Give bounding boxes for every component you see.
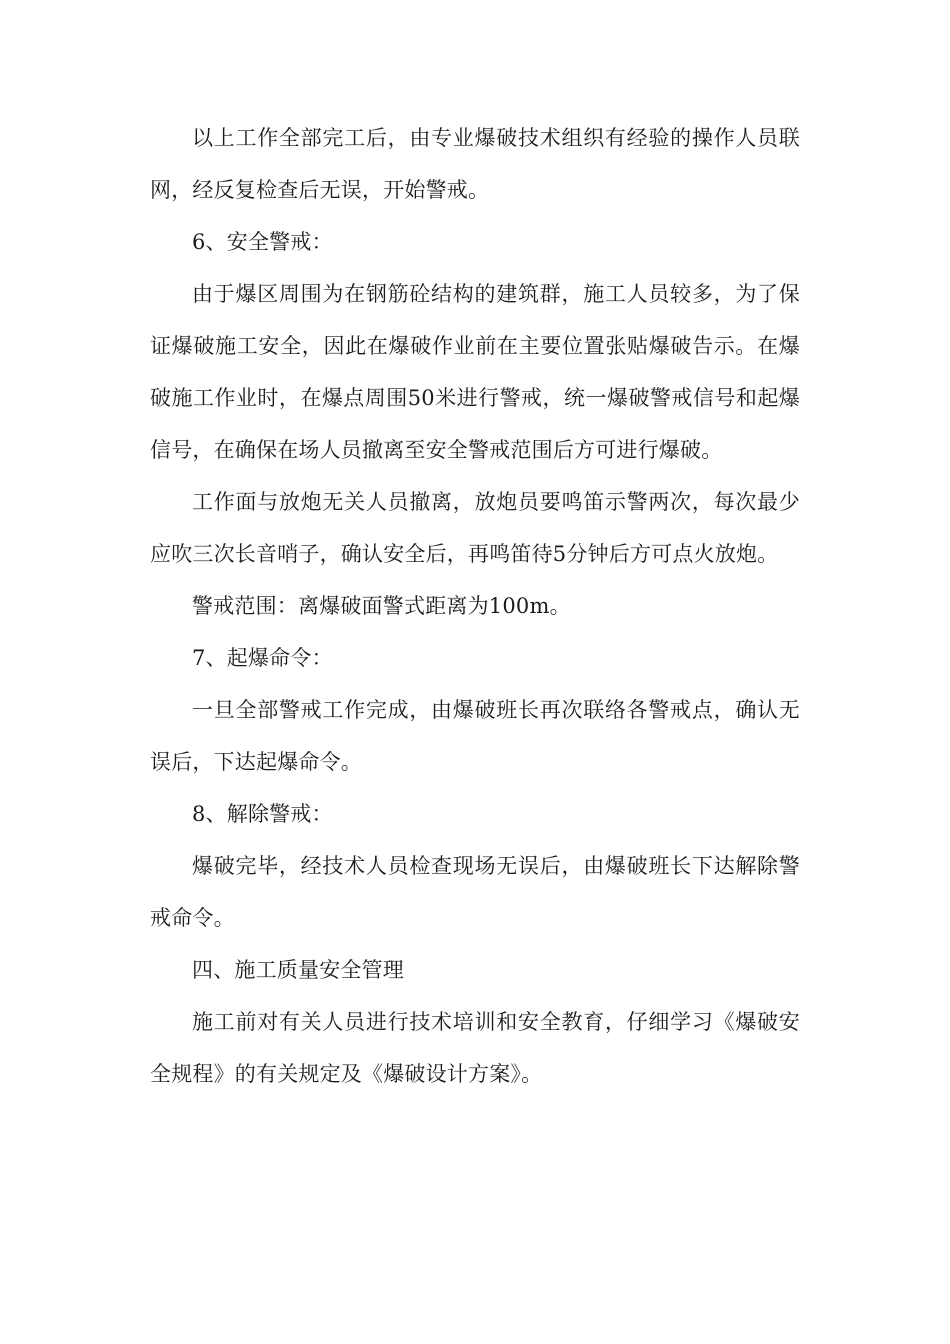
heading-safety-cordon: 6、安全警戒：	[192, 230, 333, 254]
paragraph-cordon-range: 警戒范围：离爆破面警式距离为100m。	[192, 594, 571, 618]
heading-quality-safety: 四、施工质量安全管理	[192, 958, 404, 982]
heading-detonation-command: 7、起爆命令：	[192, 646, 333, 670]
paragraph-networking: 以上工作全部完工后，由专业爆破技术组织有经验的操作人员联网，经反复检查后无误，开始警戒。	[150, 126, 800, 202]
paragraph-lift-cordon: 爆破完毕，经技术人员检查现场无误后，由爆破班长下达解除警戒命令。	[150, 854, 800, 930]
paragraph-cordon-details: 由于爆区周围为在钢筋砼结构的建筑群，施工人员较多，为了保证爆破施工安全，因此在爆破作业前在主要位置张贴爆破告示。在爆破施工作业时，在爆点周围50米进行警戒，统一爆破警戒信号和起爆信号，在确保在场人员撤离至安全警戒范围后方可进行爆破。	[150, 282, 800, 462]
paragraph-whistle-warning: 工作面与放炮无关人员撤离，放炮员要鸣笛示警两次，每次最少应吹三次长音哨子，确认安全后，再鸣笛待5分钟后方可点火放炮。	[150, 490, 800, 566]
document-body	[150, 112, 800, 1100]
paragraph-detonation-command: 一旦全部警戒工作完成，由爆破班长再次联络各警戒点，确认无误后，下达起爆命令。	[150, 698, 800, 774]
heading-lift-cordon: 8、解除警戒：	[192, 802, 333, 826]
paragraph-training: 施工前对有关人员进行技术培训和安全教育，仔细学习《爆破安全规程》的有关规定及《爆破设计方案》。	[150, 1010, 800, 1086]
